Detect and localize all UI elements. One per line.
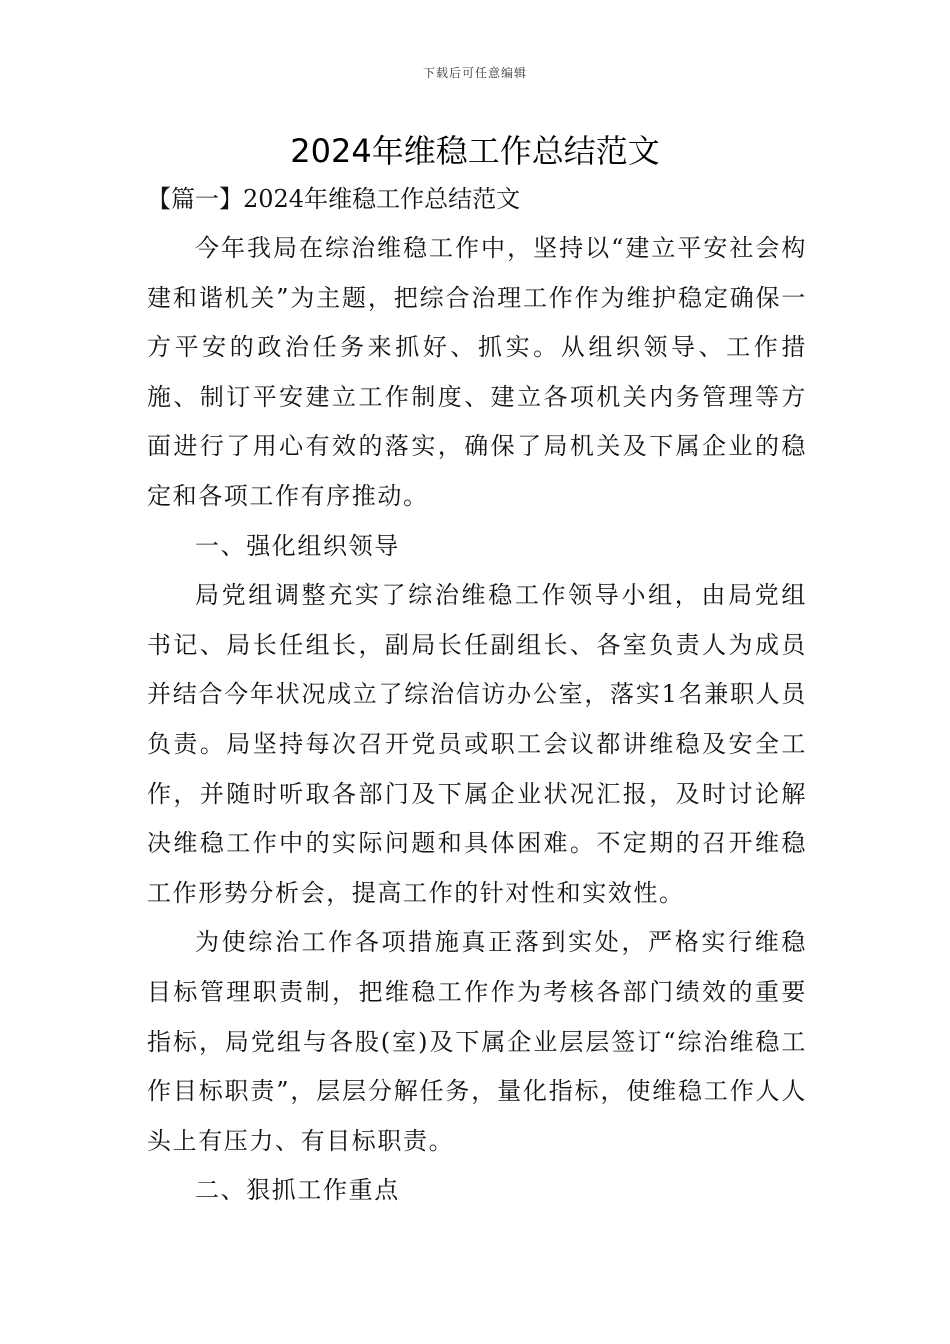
header-note: 下载后可任意编辑 — [422, 66, 527, 80]
paragraph-leadership: 局党组调整充实了综治维稳工作领导小组，由局党组书记、局长任组长，副局长任副组长、各室负责人为成员并结合今年状况成立了综治信访办公室，落实1名兼职人员负责。局坚持每次召开党员或职工会议都讲维稳及安全工作，并随时听取各部门及下属企业状况汇报，及时讨论解决维稳工作中的实际问题和具体困难。不定期的召开维稳工作形势分析会，提高工作的针对性和实效性。 — [147, 581, 807, 907]
paragraph-responsibility: 为使综治工作各项措施真正落到实处，严格实行维稳目标管理职责制，把维稳工作作为考核各部门绩效的重要指标，局党组与各股(室)及下属企业层层签订“综治维稳工作目标职责”，层层分解任务，量化指标，使维稳工作人人头上有压力、有目标职责。 — [147, 928, 807, 1155]
section-heading-2: 二、狠抓工作重点 — [195, 1176, 400, 1205]
section-heading-1: 一、强化组织领导 — [195, 531, 400, 560]
section-tag: 【篇一】2024年维稳工作总结范文 — [147, 185, 521, 213]
document-title: 2024年维稳工作总结范文 — [290, 132, 660, 170]
document-body — [147, 224, 807, 1216]
paragraph-intro: 今年我局在综治维稳工作中，坚持以“建立平安社会构建和谐机关”为主题，把综合治理工作作为维护稳定确保一方平安的政治任务来抓好、抓实。从组织领导、工作措施、制订平安建立工作制度、建立各项机关内务管理等方面进行了用心有效的落实，确保了局机关及下属企业的稳定和各项工作有序推动。 — [147, 234, 807, 510]
